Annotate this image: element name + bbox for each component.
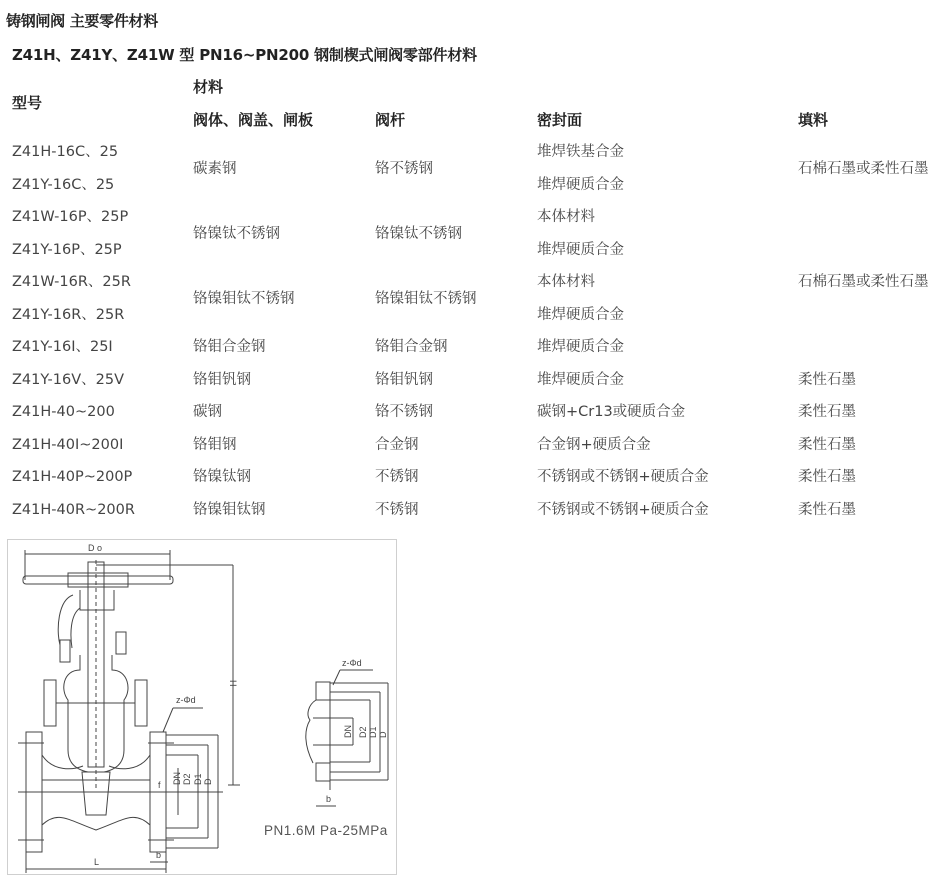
svg-text:L: L: [94, 857, 100, 867]
row-stem: 铬钼钒钢: [375, 372, 433, 388]
pressure-caption: PN1.6M Pa-25MPa: [264, 823, 388, 838]
svg-text:D o: D o: [88, 543, 103, 553]
row-seal: 碳钢+Cr13或硬质合金: [537, 404, 686, 420]
cell-body-merged: 铬镍钼钛不锈钢: [193, 291, 295, 307]
row-seal: 堆焊硬质合金: [537, 242, 624, 258]
table-title: Z41H、Z41Y、Z41W 型 PN16~PN200 钢制楔式闸阀零部件材料: [12, 46, 477, 64]
row-model: Z41H-40~200: [12, 404, 115, 420]
header-seal: 密封面: [537, 111, 583, 129]
row-model: Z41Y-16R、25R: [12, 307, 125, 323]
row-packing: 柔性石墨: [798, 372, 856, 388]
row-model: Z41Y-16C、25: [12, 177, 115, 193]
svg-text:D1: D1: [193, 773, 203, 785]
svg-text:H: H: [228, 680, 238, 687]
header-materials: 材料: [193, 78, 224, 96]
flange-detail: [306, 658, 388, 806]
cell-body-merged: 碳素钢: [193, 161, 237, 177]
header-body: 阀体、阀盖、闸板: [193, 111, 314, 129]
row-seal: 堆焊硬质合金: [537, 307, 624, 323]
row-stem: 不锈钢: [375, 469, 419, 485]
row-stem: 不锈钢: [375, 502, 419, 518]
svg-text:D2: D2: [358, 726, 368, 738]
row-model: Z41H-16C、25: [12, 144, 119, 160]
row-stem: 铬不锈钢: [375, 404, 433, 420]
row-seal: 本体材料: [537, 274, 595, 290]
row-body: 铬镍钛钢: [193, 469, 251, 485]
svg-text:b: b: [326, 794, 332, 804]
row-model: Z41H-40I~200I: [12, 437, 124, 453]
row-model: Z41W-16R、25R: [12, 274, 131, 290]
row-seal: 堆焊硬质合金: [537, 177, 624, 193]
svg-text:z-Φd: z-Φd: [176, 695, 196, 705]
row-seal: 堆焊铁基合金: [537, 144, 624, 160]
row-seal: 堆焊硬质合金: [537, 372, 624, 388]
row-model: Z41H-40P~200P: [12, 469, 133, 485]
row-packing: 柔性石墨: [798, 437, 856, 453]
row-packing: 柔性石墨: [798, 502, 856, 518]
row-packing: 柔性石墨: [798, 404, 856, 420]
row-body: 铬镍钼钛钢: [193, 502, 266, 518]
gate-valve-drawing: [7, 539, 397, 875]
svg-text:D: D: [378, 731, 388, 738]
header-stem: 阀杆: [375, 111, 406, 129]
header-packing: 填料: [798, 111, 829, 129]
row-body: 碳钢: [193, 404, 222, 420]
svg-text:D2: D2: [182, 773, 192, 785]
svg-text:D1: D1: [368, 726, 378, 738]
row-seal: 合金钢+硬质合金: [537, 437, 651, 453]
row-model: Z41W-16P、25P: [12, 209, 129, 225]
row-model: Z41H-40R~200R: [12, 502, 135, 518]
row-stem: 合金钢: [375, 437, 419, 453]
row-model: Z41Y-16I、25I: [12, 339, 113, 355]
row-seal: 本体材料: [537, 209, 595, 225]
cell-body-merged: 铬镍钛不锈钢: [193, 226, 280, 242]
svg-text:z-Φd: z-Φd: [342, 658, 362, 668]
svg-text:DN: DN: [172, 772, 182, 785]
page-title: 铸钢闸阀 主要零件材料: [6, 12, 158, 30]
svg-text:D: D: [203, 778, 213, 785]
row-seal: 堆焊硬质合金: [537, 339, 624, 355]
cell-packing-merged: 石棉石墨或柔性石墨: [798, 161, 929, 177]
row-stem: 铬钼合金钢: [375, 339, 448, 355]
row-body: 铬钼合金钢: [193, 339, 266, 355]
row-body: 铬钼钢: [193, 437, 237, 453]
row-packing: 柔性石墨: [798, 469, 856, 485]
row-body: 铬钼钒钢: [193, 372, 251, 388]
row-seal: 不锈钢或不锈钢+硬质合金: [537, 469, 709, 485]
row-model: Z41Y-16P、25P: [12, 242, 122, 258]
cell-stem-merged: 铬镍钼钛不锈钢: [375, 291, 477, 307]
row-seal: 不锈钢或不锈钢+硬质合金: [537, 502, 709, 518]
row-model: Z41Y-16V、25V: [12, 372, 124, 388]
svg-text:f: f: [158, 780, 161, 790]
cell-stem-merged: 铬镍钛不锈钢: [375, 226, 462, 242]
cell-packing-merged: 石棉石墨或柔性石墨: [798, 274, 929, 290]
svg-text:b: b: [156, 850, 162, 860]
svg-text:DN: DN: [343, 725, 353, 738]
header-model: 型号: [12, 94, 43, 112]
cell-stem-merged: 铬不锈钢: [375, 161, 433, 177]
